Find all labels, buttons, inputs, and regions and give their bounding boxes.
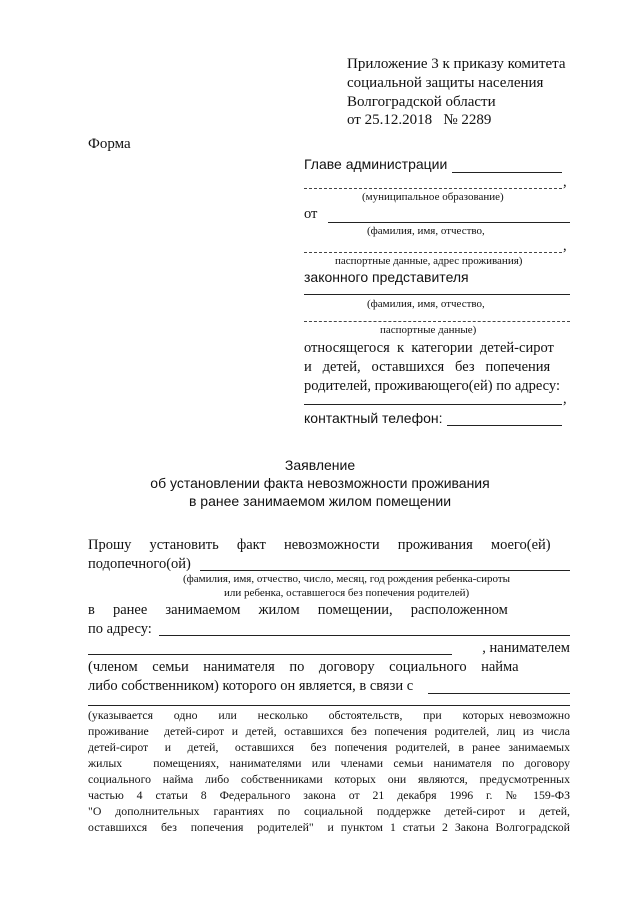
body-line-4: по адресу:: [88, 621, 152, 637]
note-line-6: частью 4 статьи 8 Федерального закона от 21 декабря 1996 г. № 159-ФЗ: [88, 788, 570, 802]
body-line-1: Прошу установить факт невозможности проживания моего(ей): [88, 537, 551, 553]
note-line-7: "О дополнительных гарантиях по социальной поддержке детей-сирот и детей,: [88, 804, 570, 818]
appendix-line-2: социальной защиты населения: [347, 75, 544, 91]
category-line-2: и детей, оставшихся без попечения: [304, 359, 551, 375]
note-line-3: детей-сирот и детей, оставшихся без попечения родителей, в ранее занимаемых: [88, 740, 570, 754]
hint-child-2: или ребенка, оставшегося без попечения родителей): [224, 587, 470, 599]
note-line-8: оставшихся без попечения родителей" и пунктом 1 статьи 2 Закона Волгоградской: [88, 820, 570, 834]
head-blank-line[interactable]: [452, 172, 562, 173]
appendix-line-3: Волгоградской области: [347, 94, 496, 110]
hint-passport-address: паспортные данные, адрес проживания): [335, 255, 523, 267]
hint-passport: паспортные данные): [380, 324, 477, 336]
reason-line[interactable]: [428, 693, 570, 694]
body-line-2: подопечного(ой): [88, 556, 191, 572]
from-label: от: [304, 206, 318, 222]
comma: ,: [563, 238, 567, 254]
applicant-details-line[interactable]: [304, 252, 562, 253]
body-line-6: (членом семьи нанимателя по договору социального найма: [88, 659, 519, 675]
note-line-1: (указывается одно или несколько обстоятельств, при которых невозможно: [88, 708, 570, 722]
hint-fio: (фамилия, имя, отчество,: [367, 225, 485, 237]
address-line[interactable]: [304, 404, 562, 405]
form-label: Форма: [88, 136, 131, 152]
appendix-line-4: от 25.12.2018 № 2289: [347, 112, 492, 128]
tenant-label: , нанимателем: [482, 640, 570, 656]
title-statement: Заявление: [284, 457, 356, 473]
hint-fio-2: (фамилия, имя, отчество,: [367, 298, 485, 310]
legal-rep-label: законного представителя: [304, 269, 469, 285]
property-address-line[interactable]: [159, 635, 570, 636]
hint-municipality: (муниципальное образование): [362, 191, 504, 203]
appendix-line-1: Приложение 3 к приказу комитета: [347, 56, 566, 72]
note-line-2: проживание детей-сирот и детей, оставшихся без попечения родителей, лиц из числа: [88, 724, 570, 738]
body-line-7: либо собственником) которого он является, в связи с: [88, 678, 414, 694]
phone-label: контактный телефон:: [304, 410, 443, 426]
note-line-4: жилых помещениях, нанимателями или членами семьи нанимателя по договору: [88, 756, 570, 770]
municipality-line[interactable]: [304, 188, 562, 189]
property-address-line-2[interactable]: [88, 654, 452, 655]
child-line[interactable]: [200, 570, 570, 571]
legal-rep-line[interactable]: [304, 294, 570, 295]
body-line-3: в ранее занимаемом жилом помещении, расположенном: [88, 602, 508, 618]
category-line-1: относящегося к категории детей-сирот: [304, 340, 554, 356]
comma: ,: [563, 174, 567, 190]
note-line-5: социального найма либо собственниками которых они являются, предусмотренных: [88, 772, 570, 786]
comma: ,: [563, 391, 567, 407]
category-line-3: родителей, проживающего(ей) по адресу:: [304, 378, 561, 394]
title-subject: об установлении факта невозможности проживания: [150, 475, 490, 491]
phone-line[interactable]: [447, 425, 562, 426]
title-subject-2: в ранее занимаемом жилом помещении: [188, 493, 452, 509]
from-line[interactable]: [328, 222, 570, 223]
hint-child-1: (фамилия, имя, отчество, число, месяц, год рождения ребенка-сироты: [183, 573, 511, 585]
reason-line-2[interactable]: [88, 705, 570, 706]
head-of-administration: Главе администрации: [304, 156, 448, 172]
legal-rep-details-line[interactable]: [304, 321, 570, 322]
